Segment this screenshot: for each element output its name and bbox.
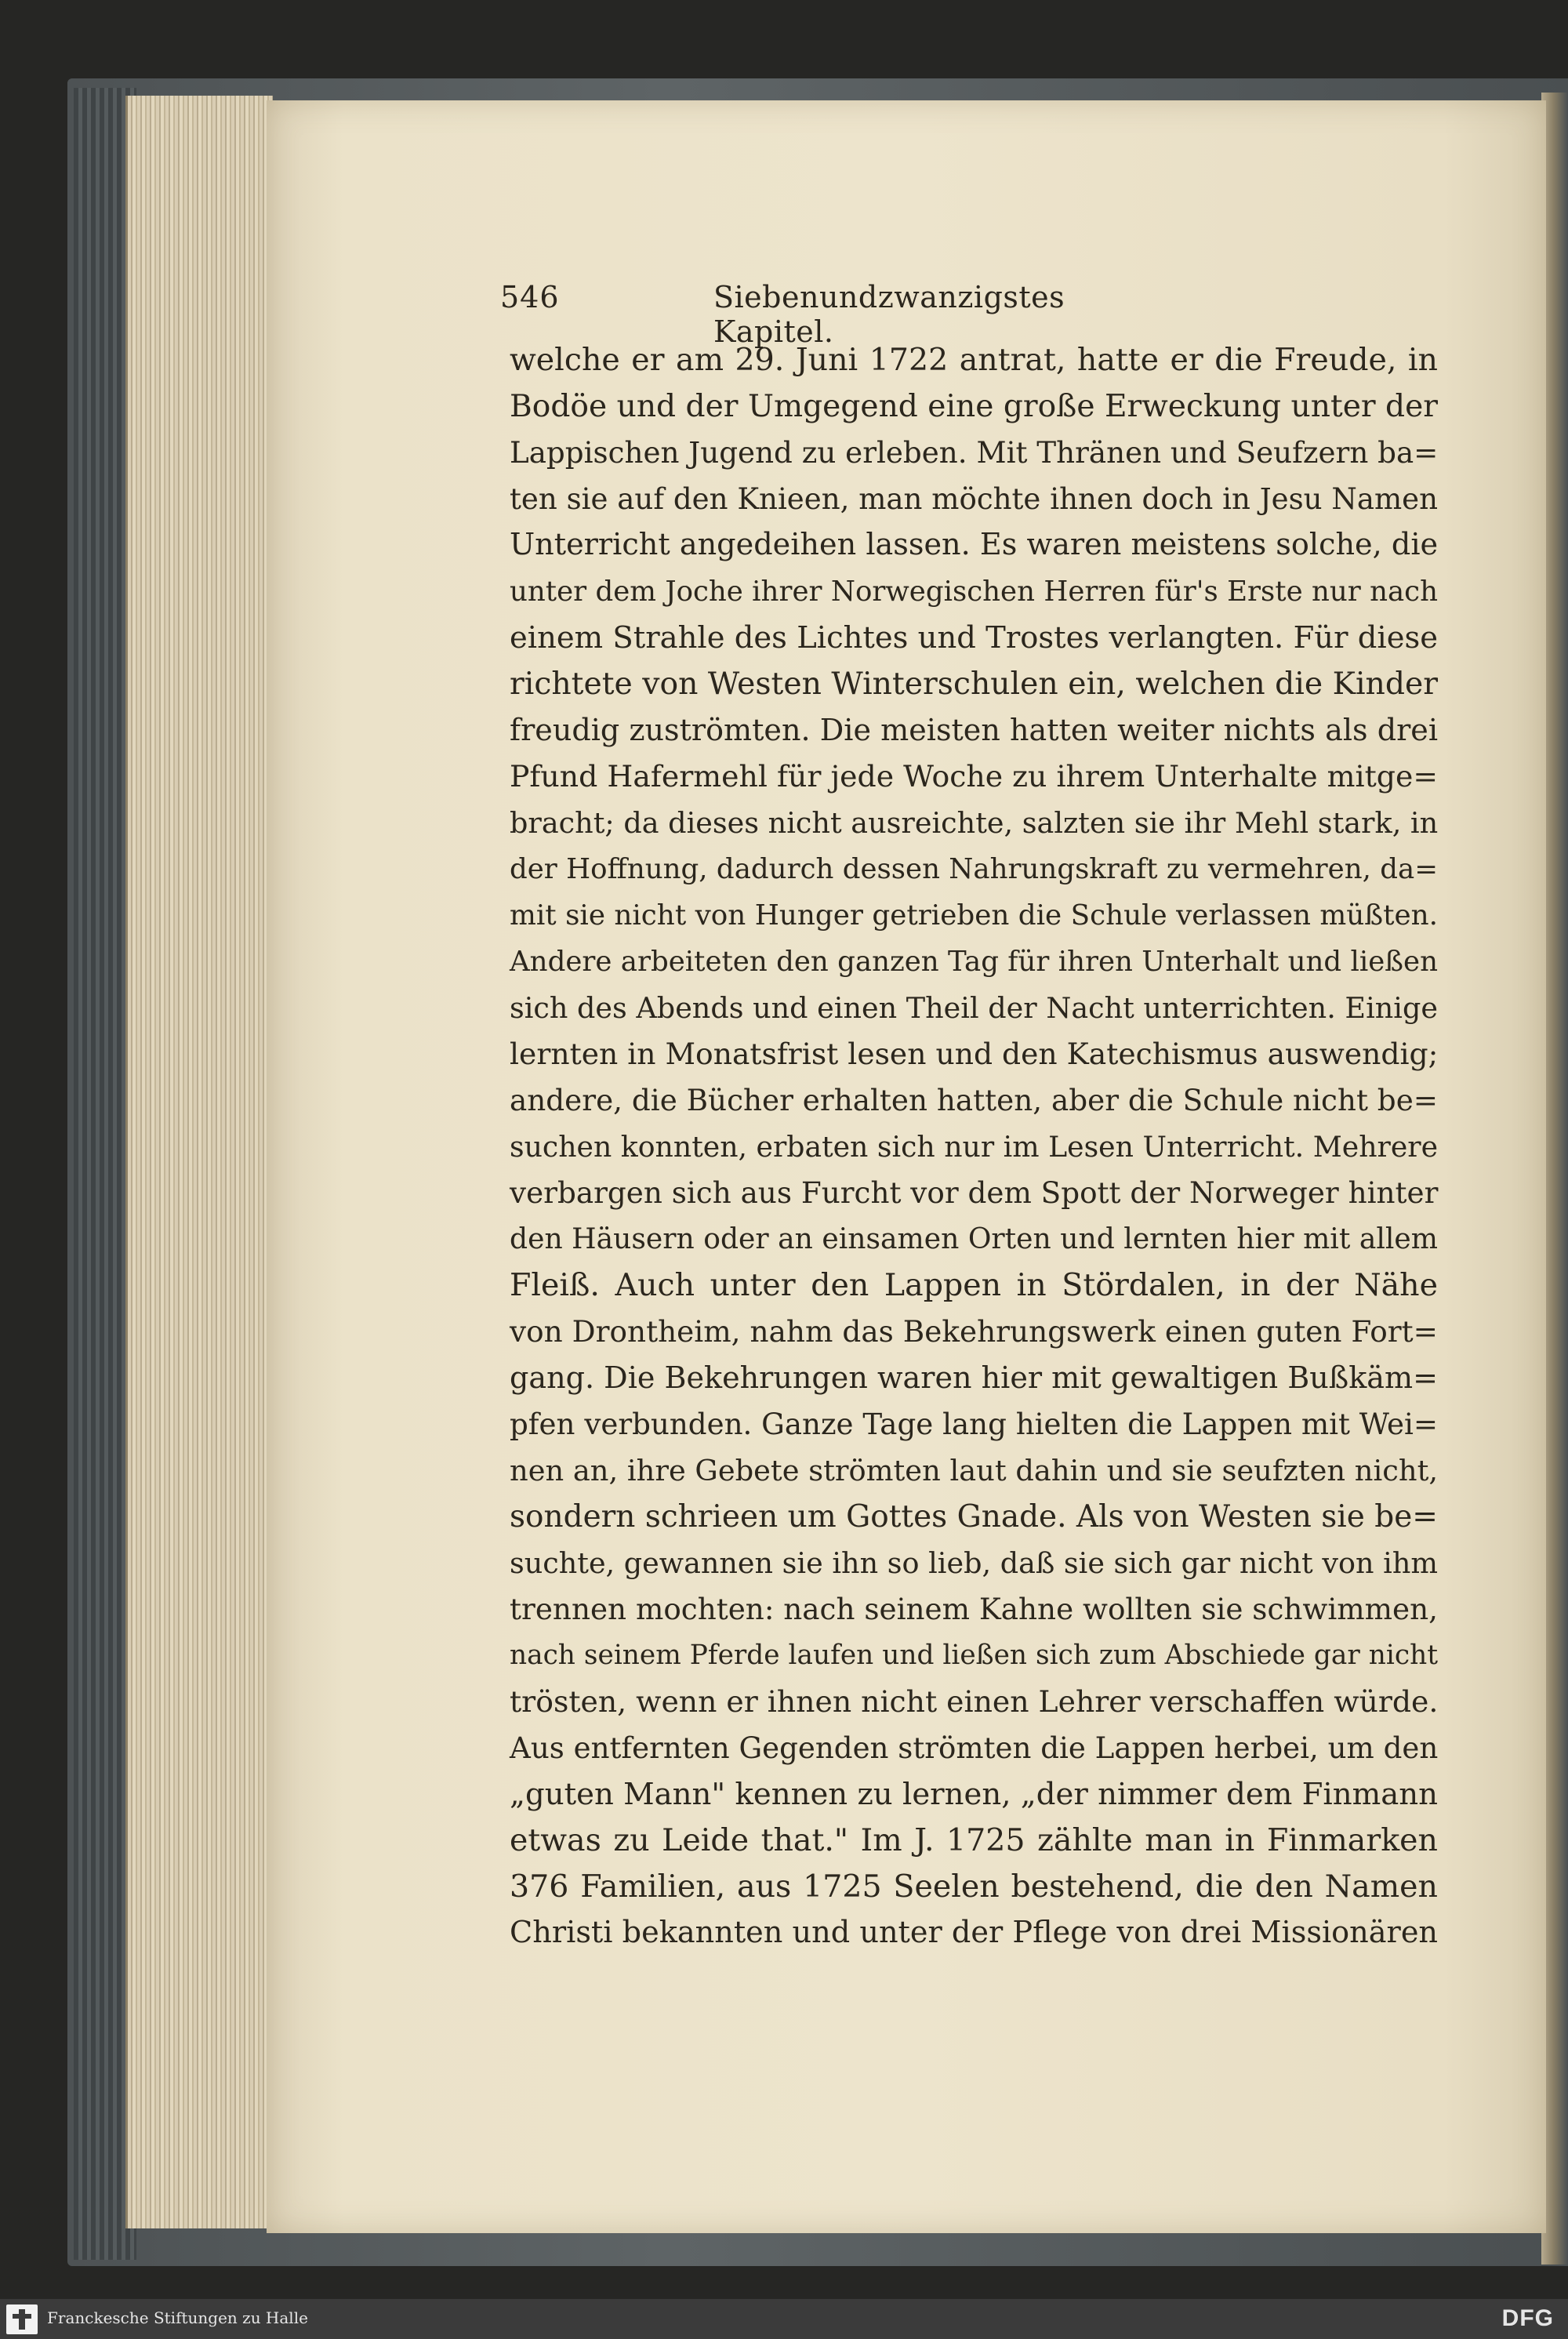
page-stack-edges: [125, 96, 273, 2228]
running-head: Siebenundzwanzigstes Kapitel.: [713, 280, 1065, 349]
text-line: verbargen sich aus Furcht vor dem Spott der Norweger hinter: [510, 1175, 1439, 1210]
text-line: Christi bekannten und unter der Pflege von drei Missionären: [510, 1916, 1439, 1950]
text-line: sich des Abends und einen Theil der Nacht unterrichten. Einige: [510, 991, 1438, 1025]
text-line: 376 Familien, aus 1725 Seelen bestehend, die den Namen: [510, 1869, 1438, 1905]
text-line: andere, die Bücher erhalten hatten, aber die Schule nicht be=: [510, 1083, 1439, 1117]
text-line: „guten Mann" kennen zu lernen, „der nimmer dem Finmann: [510, 1777, 1438, 1812]
text-line: Aus entfernten Gegenden strömten die Lappen herbei, um den: [510, 1731, 1439, 1765]
text-line: Andere arbeiteten den ganzen Tag für ihren Unterhalt und ließen: [510, 946, 1438, 978]
body-text: [510, 337, 1438, 1956]
text-line: von Drontheim, nahm das Bekehrungswerk einen guten Fort=: [510, 1314, 1438, 1349]
text-line: den Häusern oder an einsamen Orten und lernten hier mit allem: [510, 1222, 1438, 1255]
text-line: suchen konnten, erbaten sich nur im Lesen Unterricht. Mehrere: [510, 1130, 1439, 1164]
institution-name: Franckesche Stiftungen zu Halle: [47, 2308, 308, 2327]
institution-logo-icon: [6, 2304, 38, 2334]
text-line: Lappischen Jugend zu erleben. Mit Thränen und Seufzern ba=: [510, 435, 1439, 470]
text-line: einem Strahle des Lichtes und Trostes verlangten. Für diese: [510, 620, 1438, 656]
text-line: Unterricht angedeihen lassen. Es waren meistens solche, die: [510, 528, 1439, 562]
text-line: pfen verbunden. Ganze Tage lang hielten die Lappen mit Wei=: [510, 1407, 1438, 1441]
text-line: Fleiß. Auch unter den Lappen in Stördalen, in der Nähe: [510, 1267, 1438, 1303]
text-line: Pfund Hafermehl für jede Woche zu ihrem Unterhalte mitge=: [510, 759, 1438, 794]
viewer-footer-bar: [0, 2299, 1568, 2339]
text-line: trennen mochten: nach seinem Kahne wollten sie schwimmen,: [510, 1592, 1438, 1626]
dfg-logo: DFG: [1501, 2305, 1554, 2331]
text-line: mit sie nicht von Hunger getrieben die Schule verlassen müßten.: [510, 899, 1438, 932]
text-line: bracht; da dieses nicht ausreichte, salzten sie ihr Mehl stark, in: [510, 806, 1439, 840]
text-line: unter dem Joche ihrer Norwegischen Herren für's Erste nur nach: [510, 576, 1438, 608]
text-line: suchte, gewannen sie ihn so lieb, daß sie sich gar nicht von ihm: [510, 1546, 1438, 1580]
text-line: gang. Die Bekehrungen waren hier mit gewaltigen Bußkäm=: [510, 1360, 1438, 1395]
text-line: nen an, ihre Gebete strömten laut dahin und sie seufzten nicht,: [510, 1454, 1439, 1487]
page-number: 546: [500, 280, 560, 314]
text-line: ten sie auf den Knieen, man möchte ihnen doch in Jesu Namen: [510, 482, 1438, 516]
text-line: welche er am 29. Juni 1722 antrat, hatte er die Freude, in: [510, 342, 1438, 378]
page-header: [500, 280, 1190, 349]
text-line: etwas zu Leide that." Im J. 1725 zählte man in Finmarken: [510, 1822, 1438, 1858]
text-line: sondern schrieen um Gottes Gnade. Als von Westen sie be=: [510, 1499, 1438, 1535]
text-line: der Hoffnung, dadurch dessen Nahrungskraft zu vermehren, da=: [510, 853, 1438, 885]
text-line: lernten in Monatsfrist lesen und den Katechismus auswendig;: [510, 1037, 1439, 1071]
text-line: trösten, wenn er ihnen nicht einen Lehrer verschaffen würde.: [510, 1684, 1439, 1719]
text-line: freudig zuströmten. Die meisten hatten weiter nichts als drei: [510, 713, 1438, 747]
text-line: richtete von Westen Winterschulen ein, welchen die Kinder: [510, 666, 1439, 702]
text-line: Bodöe und der Umgegend eine große Erweckung unter der: [510, 389, 1439, 424]
text-line: nach seinem Pferde laufen und ließen sich zum Abschiede gar nicht: [510, 1640, 1438, 1671]
